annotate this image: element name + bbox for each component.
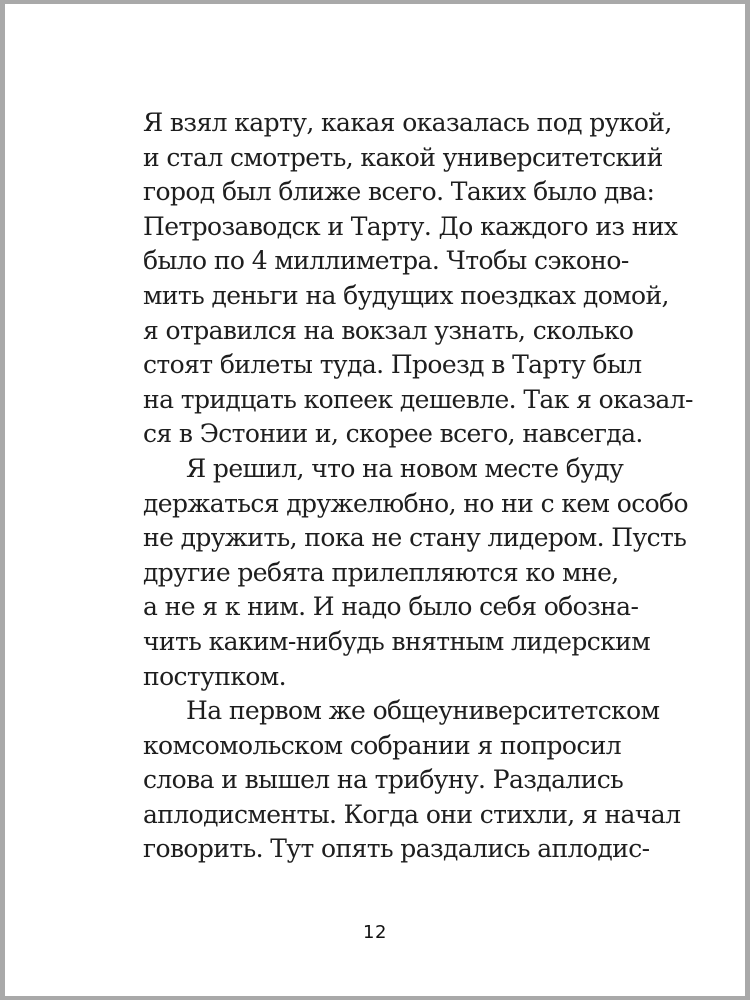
text-line: на тридцать копеек дешевле. Так я оказал- — [143, 384, 693, 414]
text-line: я отравился на вокзал узнать, сколько — [143, 315, 634, 345]
paragraph-start-line: Я решил, что на новом месте буду — [186, 453, 624, 483]
text-line: стоят билеты туда. Проезд в Тарту был — [143, 350, 642, 380]
text-line: а не я к ним. И надо было себя обозна- — [143, 592, 639, 622]
text-line: поступком. — [143, 661, 286, 691]
text-line: город был ближе всего. Таких было два: — [143, 177, 655, 207]
text-line: говорить. Тут опять раздались аплодис- — [143, 834, 650, 864]
page-number: 12 — [363, 922, 387, 943]
text-line: и стал смотреть, какой университетский — [143, 142, 663, 172]
text-line: слова и вышел на трибуну. Раздались — [143, 765, 624, 795]
text-line: Я взял карту, какая оказалась под рукой, — [143, 108, 672, 137]
text-line: другие ребята прилепляются ко мне, — [143, 557, 619, 587]
paragraph-start-line: На первом же общеуниверситетском — [186, 696, 660, 726]
body-text — [143, 106, 693, 867]
text-line: мить деньги на будущих поездках домой, — [143, 280, 669, 310]
text-line: комсомольском собрании я попросил — [143, 730, 622, 760]
text-line: было по 4 миллиметра. Чтобы сэконо- — [143, 246, 629, 276]
text-line: не дружить, пока не стану лидером. Пусть — [143, 523, 687, 553]
book-page — [5, 4, 745, 996]
text-line: аплодисменты. Когда они стихли, я начал — [143, 799, 681, 829]
text-line: Петрозаводск и Тарту. До каждого из них — [143, 211, 678, 241]
text-line: держаться дружелюбно, но ни с кем особо — [143, 488, 688, 518]
text-line: чить каким-нибудь внятным лидерским — [143, 626, 651, 656]
text-line: ся в Эстонии и, скорее всего, навсегда. — [143, 419, 643, 449]
